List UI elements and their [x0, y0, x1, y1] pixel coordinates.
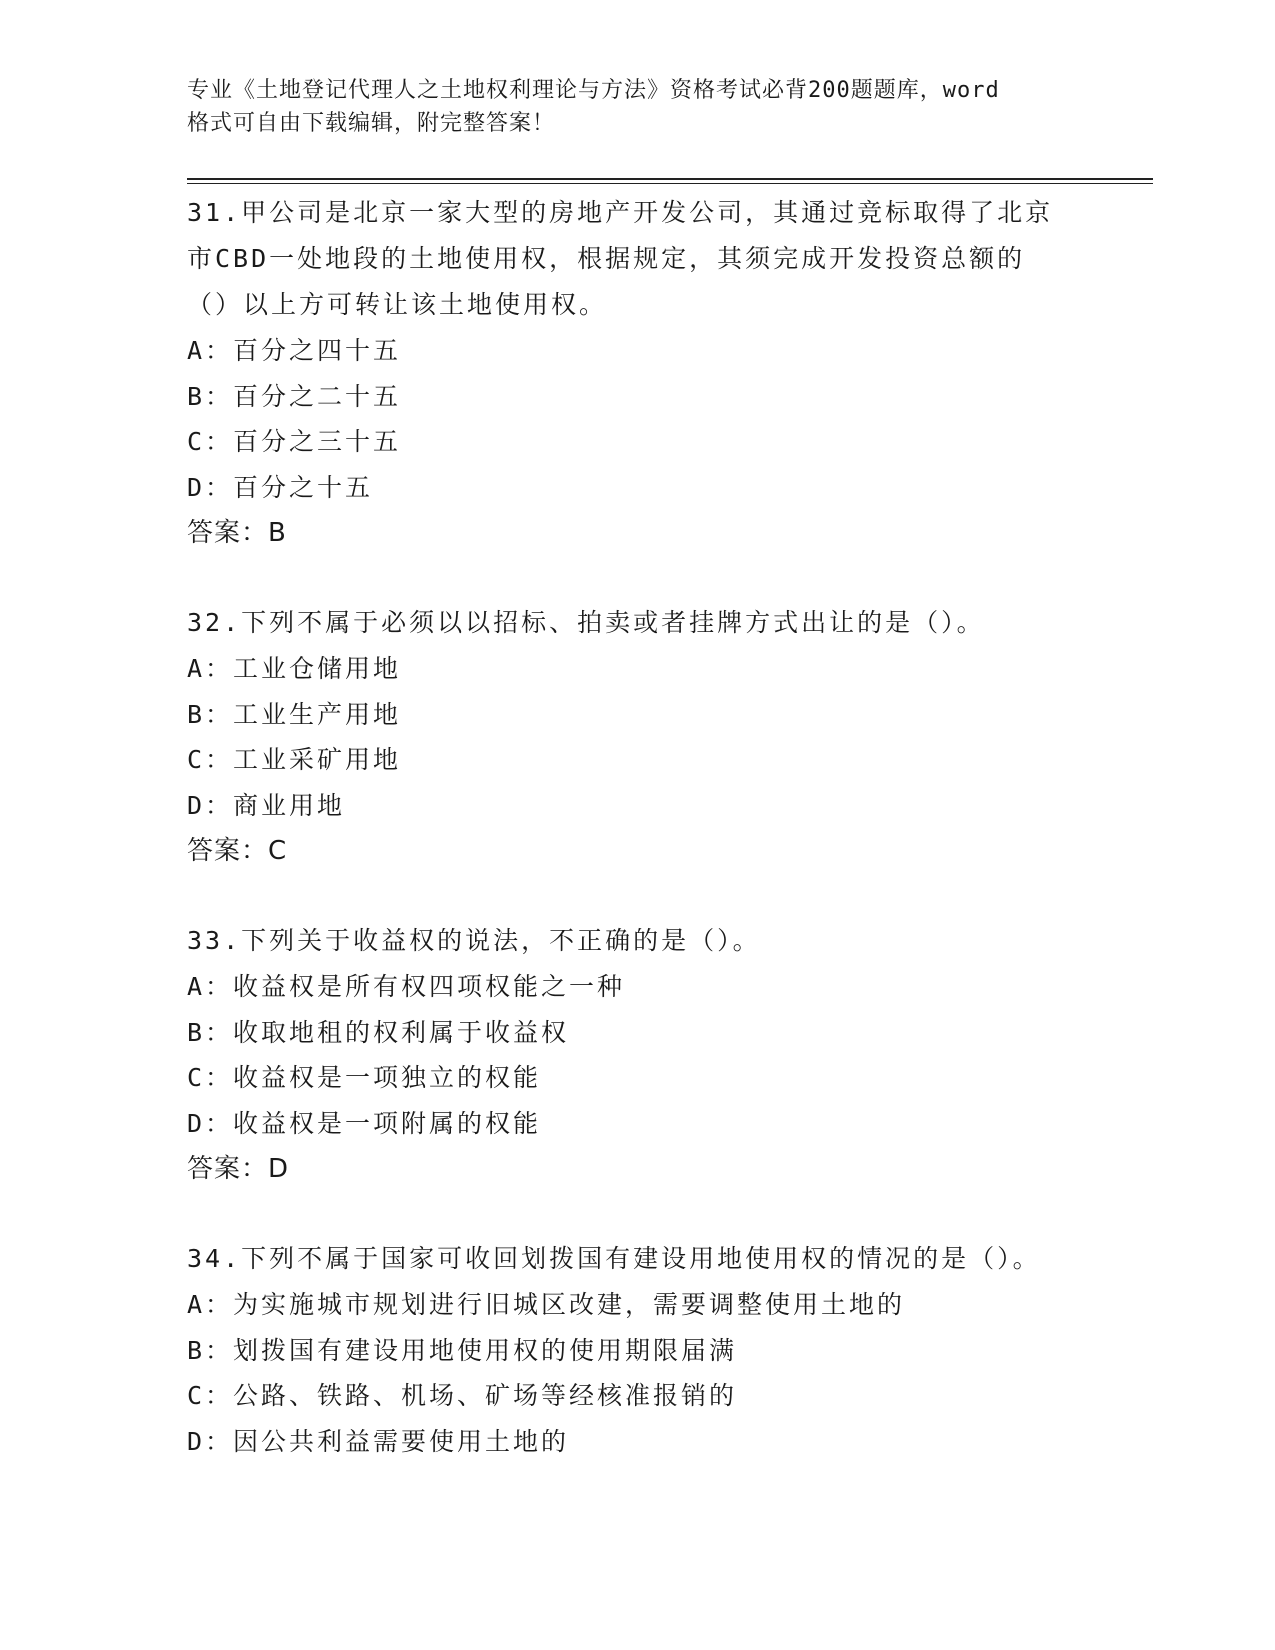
header-divider-thick — [187, 178, 1153, 180]
option-b: B：百分之二十五 — [187, 381, 402, 411]
option-b: B：工业生产用地 — [187, 699, 402, 729]
option-d: D：百分之十五 — [187, 472, 374, 502]
header-divider-thin — [187, 183, 1153, 184]
question-32 — [187, 600, 1087, 874]
answer-label: 答案：C — [187, 836, 288, 866]
question-stem-line: 31.甲公司是北京一家大型的房地产开发公司，其通过竞标取得了北京 — [187, 198, 1054, 227]
header-line-2: 格式可自由下载编辑，附完整答案！ — [187, 111, 556, 136]
option-c: C：收益权是一项独立的权能 — [187, 1063, 542, 1092]
option-c: C：百分之三十五 — [187, 427, 402, 456]
question-stem-line: （）以上方可转让该土地使用权。 — [187, 290, 608, 319]
question-list — [187, 190, 1087, 1464]
answer-label: 答案：B — [187, 518, 287, 548]
document-header — [187, 74, 1067, 140]
answer-label: 答案：D — [187, 1154, 290, 1184]
option-a: A：工业仓储用地 — [187, 654, 402, 683]
option-a: A：为实施城市规划进行旧城区改建，需要调整使用土地的 — [187, 1290, 906, 1319]
option-d: D：因公共利益需要使用土地的 — [187, 1426, 570, 1456]
question-34 — [187, 1236, 1087, 1464]
option-a: A：百分之四十五 — [187, 336, 402, 365]
option-b: B：收取地租的权利属于收益权 — [187, 1017, 570, 1047]
question-stem-line: 32.下列不属于必须以以招标、拍卖或者挂牌方式出让的是（）。 — [187, 608, 985, 637]
header-line-1: 专业《土地登记代理人之土地权利理论与方法》资格考试必背200题题库，word — [187, 78, 1000, 103]
option-b: B：划拨国有建设用地使用权的使用期限届满 — [187, 1335, 738, 1365]
option-d: D：收益权是一项附属的权能 — [187, 1108, 542, 1138]
question-31 — [187, 190, 1087, 556]
question-stem-line: 市CBD一处地段的土地使用权，根据规定，其须完成开发投资总额的 — [187, 244, 1026, 273]
question-stem-line: 34.下列不属于国家可收回划拨国有建设用地使用权的情况的是（）。 — [187, 1244, 1041, 1273]
question-stem-line: 33.下列关于收益权的说法，不正确的是（）。 — [187, 926, 761, 955]
option-d: D：商业用地 — [187, 790, 346, 820]
question-33 — [187, 918, 1087, 1192]
option-c: C：公路、铁路、机场、矿场等经核准报销的 — [187, 1381, 738, 1410]
option-c: C：工业采矿用地 — [187, 745, 402, 774]
option-a: A：收益权是所有权四项权能之一种 — [187, 972, 626, 1001]
